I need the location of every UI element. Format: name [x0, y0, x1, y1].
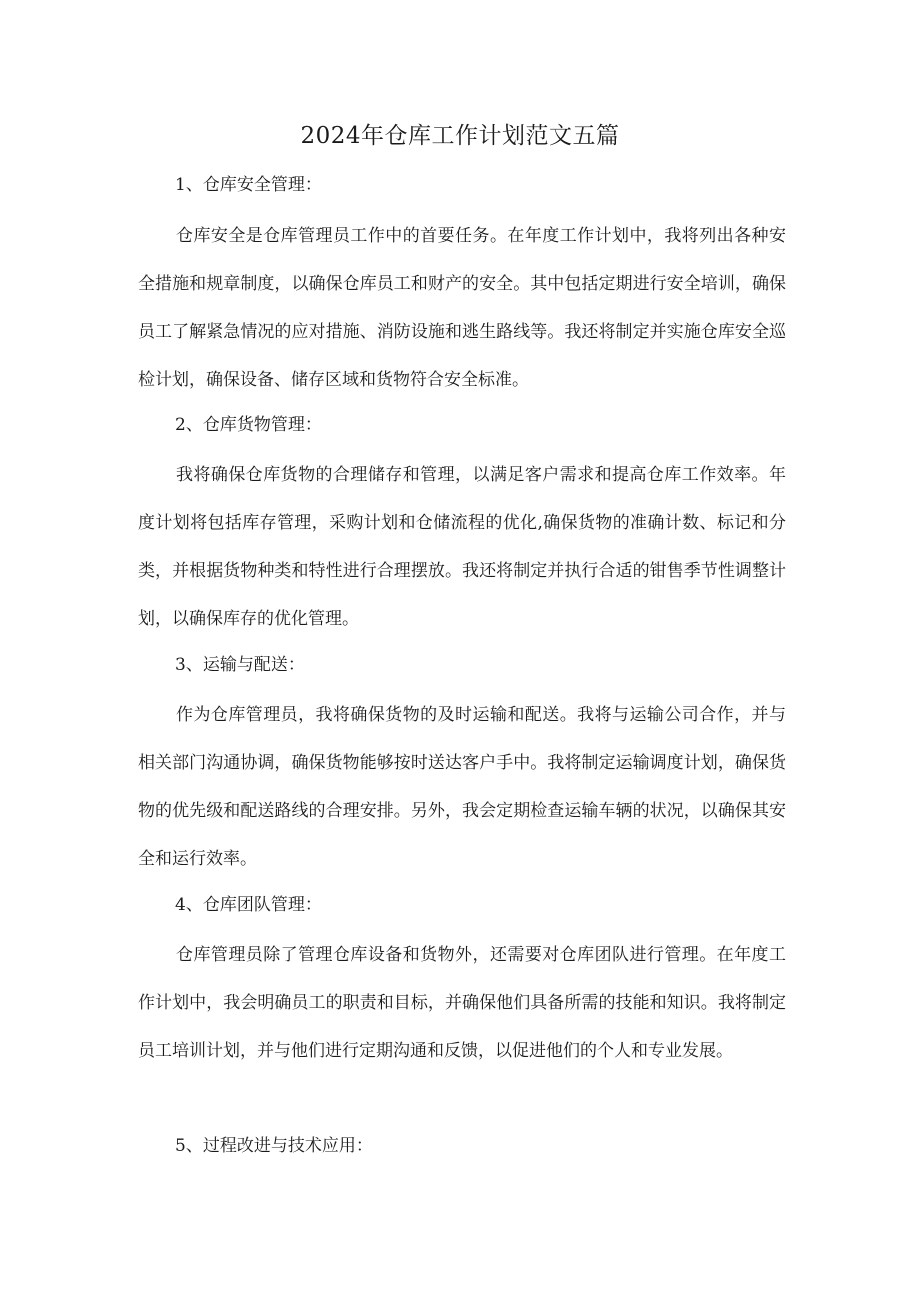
section-heading-2: 2、仓库货物管理：: [175, 415, 322, 435]
section-heading-3: 3、运输与配送：: [175, 655, 305, 675]
section-body-1: 仓库安全是仓库管理员工作中的首要任务。在年度工作计划中，我将列出各种安全措施和规章制度，以确保仓库员工和财产的安全。其中包括定期进行安全培训，确保员工了解紧急情况的应对措施、消防设施和逃生路线等。我还将制定并实施仓库安全巡检计划，确保设备、储存区域和货物符合安全标准。: [138, 226, 786, 390]
section-body-2: 我将确保仓库货物的合理储存和管理，以满足客户需求和提高仓库工作效率。年度计划将包括库存管理，采购计划和仓储流程的优化,确保货物的准确计数、标记和分类，并根据货物种类和特性进行合理摆放。我还将制定并执行合适的钳售季节性调整计划，以确保库存的优化管理。: [138, 465, 786, 629]
section-heading-4: 4、仓库团队管理：: [175, 895, 322, 915]
section-heading-1: 1、仓库安全管理：: [175, 175, 322, 195]
document-title: 2024年仓库工作计划范文五篇: [300, 123, 620, 149]
section-body-3: 作为仓库管理员，我将确保货物的及时运输和配送。我将与运输公司合作，并与相关部门沟通协调，确保货物能够按时送达客户手中。我将制定运输调度计划，确保货物的优先级和配送路线的合理安排。另外，我会定期检查运输车辆的状况，以确保其安全和运行效率。: [138, 705, 786, 869]
section-heading-5: 5、过程改进与技术应用：: [175, 1136, 373, 1156]
section-body-4: 仓库管理员除了管理仓库设备和货物外，还需要对仓库团队进行管理。在年度工作计划中，我会明确员工的职责和目标，并确保他们具备所需的技能和知识。我将制定员工培训计划，并与他们进行定期沟通和反馈，以促进他们的个人和专业发展。: [138, 945, 786, 1061]
